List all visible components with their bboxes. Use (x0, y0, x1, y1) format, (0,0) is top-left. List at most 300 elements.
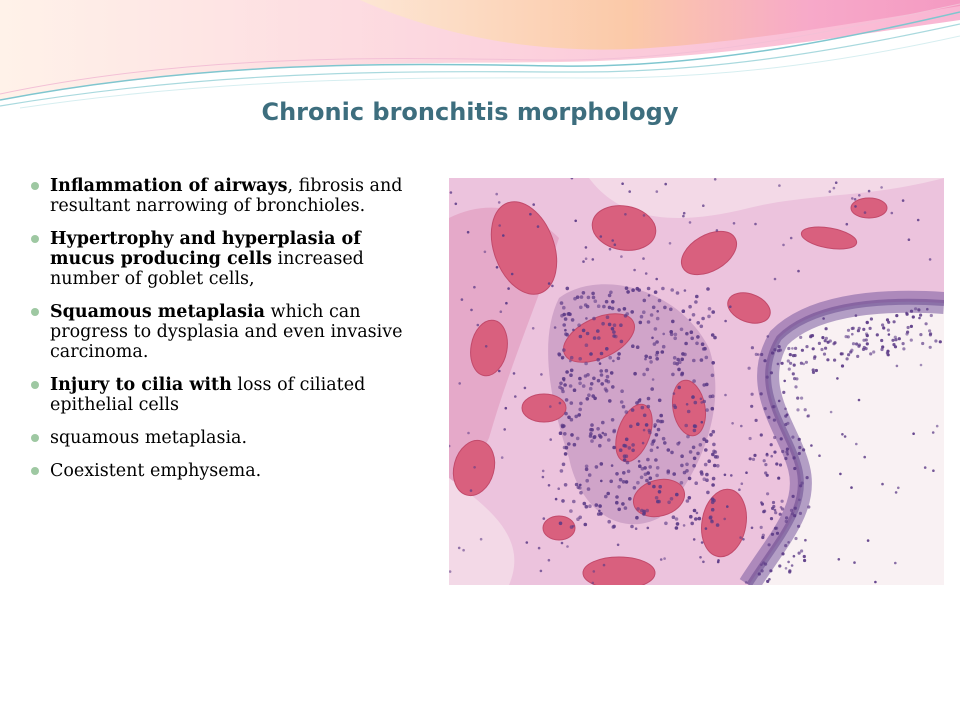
tissue-nucleus (833, 341, 836, 344)
tissue-nucleus (798, 446, 801, 449)
tissue-nucleus (675, 526, 679, 530)
tissue-nucleus (577, 413, 581, 417)
tissue-nucleus (647, 320, 651, 324)
tissue-nucleus (693, 538, 696, 541)
tissue-nucleus (498, 370, 501, 373)
tissue-nucleus (776, 532, 779, 535)
tissue-nucleus (707, 315, 711, 319)
tissue-nucleus (766, 492, 769, 495)
tissue-nucleus (793, 467, 796, 470)
tissue-nucleus (633, 372, 637, 376)
tissue-nucleus (763, 510, 766, 513)
tissue-nucleus (617, 352, 621, 356)
tissue-nucleus (700, 325, 704, 329)
tissue-nucleus (711, 508, 715, 512)
tissue-nucleus (803, 559, 806, 562)
tissue-nucleus (855, 443, 858, 446)
tissue-nucleus (794, 354, 797, 357)
tissue-nucleus (803, 555, 806, 558)
tissue-nucleus (598, 444, 602, 448)
tissue-nucleus (748, 367, 751, 370)
tissue-nucleus (592, 317, 596, 321)
tissue-nucleus (560, 469, 564, 473)
tissue-nucleus (869, 352, 872, 355)
tissue-nucleus (778, 564, 781, 567)
tissue-nucleus (815, 369, 818, 372)
bullet-item (30, 302, 430, 362)
tissue-nucleus (825, 327, 828, 330)
bullet-text: squamous metaplasia. (50, 428, 248, 448)
tissue-nucleus (805, 345, 808, 348)
tissue-nucleus (582, 291, 586, 295)
tissue-nucleus (785, 567, 788, 570)
tissue-nucleus (619, 448, 623, 452)
tissue-nucleus (826, 358, 829, 361)
tissue-nucleus (592, 582, 595, 585)
tissue-nucleus (934, 339, 937, 342)
tissue-nucleus (894, 338, 897, 341)
tissue-nucleus (565, 370, 569, 374)
tissue-nucleus (662, 437, 666, 441)
tissue-nucleus (745, 581, 748, 584)
tissue-nucleus (598, 504, 602, 508)
tissue-nucleus (754, 223, 757, 226)
tissue-nucleus (792, 495, 795, 498)
histology-image (449, 178, 944, 585)
tissue-nucleus (688, 477, 692, 481)
tissue-nucleus (770, 371, 773, 374)
tissue-nucleus (726, 505, 729, 508)
tissue-nucleus (609, 248, 612, 251)
tissue-nucleus (724, 474, 727, 477)
tissue-nucleus (473, 466, 476, 469)
tissue-nucleus (898, 337, 901, 340)
tissue-nucleus (761, 569, 764, 572)
tissue-nucleus (766, 453, 769, 456)
tissue-nucleus (836, 377, 839, 380)
tissue-nucleus (724, 394, 727, 397)
tissue-nucleus (880, 339, 883, 342)
tissue-nucleus (786, 422, 789, 425)
tissue-nucleus (622, 480, 626, 484)
tissue-nucleus (596, 358, 600, 362)
tissue-nucleus (609, 291, 613, 295)
tissue-nucleus (676, 291, 680, 295)
tissue-nucleus (699, 556, 702, 559)
bullet-item (30, 229, 430, 289)
tissue-nucleus (751, 527, 754, 530)
tissue-nucleus (833, 187, 836, 190)
tissue-nucleus (560, 301, 564, 305)
tissue-nucleus (614, 335, 618, 339)
tissue-nucleus (593, 570, 596, 573)
tissue-nucleus (880, 348, 883, 351)
tissue-nucleus (611, 418, 615, 422)
tissue-nucleus (711, 394, 715, 398)
tissue-nucleus (791, 347, 794, 350)
tissue-nucleus (857, 329, 860, 332)
tissue-nucleus (800, 397, 803, 400)
tissue-nucleus (778, 184, 781, 187)
tissue-nucleus (794, 385, 797, 388)
tissue-nucleus (696, 512, 699, 515)
tissue-nucleus (907, 326, 910, 329)
tissue-nucleus (807, 505, 810, 508)
tissue-nucleus (777, 477, 780, 480)
tissue-nucleus (562, 463, 566, 467)
tissue-nucleus (626, 461, 630, 465)
tissue-nucleus (636, 345, 640, 349)
tissue-nucleus (912, 315, 915, 318)
tissue-nucleus (462, 549, 465, 552)
tissue-nucleus (667, 501, 671, 505)
tissue-nucleus (760, 392, 763, 395)
tissue-nucleus (635, 527, 638, 530)
tissue-nucleus (773, 451, 776, 454)
tissue-nucleus (640, 315, 644, 319)
tissue-nucleus (470, 489, 473, 492)
tissue-nucleus (587, 487, 591, 491)
tissue-nucleus (652, 485, 656, 489)
tissue-nucleus (612, 446, 616, 450)
tissue-nucleus (564, 483, 568, 487)
tissue-nucleus (788, 570, 791, 573)
tissue-nucleus (641, 467, 645, 471)
tissue-nucleus (694, 401, 698, 405)
tissue-nucleus (711, 374, 715, 378)
tissue-nucleus (675, 517, 679, 521)
tissue-nucleus (689, 515, 693, 519)
tissue-nucleus (579, 306, 583, 310)
tissue-nucleus (801, 349, 804, 352)
tissue-nucleus (643, 414, 647, 418)
tissue-nucleus (559, 522, 563, 526)
tissue-nucleus (633, 486, 637, 490)
tissue-nucleus (507, 287, 510, 290)
tissue-nucleus (920, 364, 923, 367)
bullet-item (30, 375, 430, 415)
tissue-nucleus (661, 287, 665, 291)
tissue-nucleus (670, 451, 674, 455)
tissue-nucleus (578, 357, 582, 361)
tissue-nucleus (677, 386, 681, 390)
tissue-nucleus (763, 359, 766, 362)
tissue-nucleus (548, 484, 551, 487)
tissue-nucleus (611, 327, 615, 331)
tissue-nucleus (839, 473, 842, 476)
tissue-nucleus (686, 435, 690, 439)
tissue-nucleus (863, 456, 866, 459)
tissue-nucleus (924, 466, 927, 469)
tissue-nucleus (631, 288, 635, 292)
tissue-nucleus (570, 369, 574, 373)
tissue-nucleus (678, 360, 682, 364)
tissue-nucleus (631, 449, 635, 453)
tissue-nucleus (829, 190, 832, 193)
tissue-nucleus (820, 348, 823, 351)
tissue-nucleus (578, 408, 582, 412)
bullet-bold-text: Injury to cilia with (50, 375, 232, 395)
tissue-nucleus (625, 286, 629, 290)
tissue-nucleus (603, 564, 606, 567)
tissue-nucleus (702, 561, 705, 564)
tissue-nucleus (644, 355, 648, 359)
tissue-nucleus (624, 506, 628, 510)
tissue-nucleus (705, 383, 709, 387)
tissue-nucleus (503, 428, 506, 431)
tissue-nucleus (683, 471, 687, 475)
tissue-nucleus (823, 353, 826, 356)
tissue-nucleus (914, 307, 917, 310)
tissue-nucleus (654, 290, 658, 294)
tissue-nucleus (648, 431, 652, 435)
tissue-nucleus (562, 348, 566, 352)
tissue-nucleus (596, 329, 600, 333)
tissue-nucleus (578, 377, 582, 381)
tissue-nucleus (638, 460, 641, 463)
tissue-nucleus (596, 427, 600, 431)
tissue-nucleus (467, 231, 470, 234)
tissue-nucleus (586, 305, 590, 309)
tissue-nucleus (646, 368, 650, 372)
tissue-nucleus (639, 321, 643, 325)
tissue-nucleus (617, 508, 621, 512)
tissue-nucleus (741, 482, 744, 485)
tissue-nucleus (673, 392, 676, 395)
tissue-nucleus (675, 493, 679, 497)
tissue-nucleus (611, 464, 614, 467)
tissue-nucleus (695, 342, 699, 346)
tissue-nucleus (623, 454, 627, 458)
tissue-nucleus (564, 412, 568, 416)
tissue-nucleus (563, 432, 567, 436)
tissue-nucleus (628, 446, 632, 450)
tissue-nucleus (691, 395, 695, 399)
tissue-nucleus (788, 368, 791, 371)
tissue-nucleus (656, 317, 660, 321)
tissue-nucleus (685, 463, 689, 467)
tissue-nucleus (615, 472, 619, 476)
tissue-nucleus (599, 369, 603, 373)
tissue-nucleus (770, 455, 773, 458)
tissue-nucleus (662, 345, 666, 349)
tissue-nucleus (704, 448, 708, 452)
tissue-nucleus (777, 363, 780, 366)
tissue-nucleus (891, 339, 894, 342)
tissue-nucleus (585, 479, 589, 483)
tissue-nucleus (692, 313, 696, 317)
tissue-nucleus (577, 323, 581, 327)
tissue-nucleus (579, 402, 583, 406)
tissue-nucleus (712, 430, 716, 434)
tissue-nucleus (532, 203, 535, 206)
tissue-nucleus (794, 347, 797, 350)
tissue-nucleus (607, 520, 611, 524)
tissue-nucleus (862, 328, 865, 331)
tissue-nucleus (730, 474, 733, 477)
tissue-nucleus (752, 458, 755, 461)
tissue-nucleus (670, 497, 674, 501)
tissue-nucleus (653, 342, 657, 346)
tissue-nucleus (673, 361, 677, 365)
tissue-nucleus (620, 340, 624, 344)
tissue-nucleus (789, 353, 792, 356)
tissue-nucleus (502, 234, 505, 237)
tissue-nucleus (636, 422, 640, 426)
tissue-nucleus (838, 558, 841, 561)
tissue-nucleus (663, 557, 666, 560)
tissue-nucleus (797, 525, 800, 528)
tissue-nucleus (674, 406, 678, 410)
tissue-nucleus (716, 229, 719, 232)
tissue-nucleus (597, 336, 601, 340)
tissue-nucleus (764, 407, 767, 410)
tissue-nucleus (674, 333, 678, 337)
tissue-nucleus (926, 308, 929, 311)
tissue-nucleus (770, 443, 773, 446)
tissue-nucleus (639, 398, 642, 401)
tissue-nucleus (706, 287, 710, 291)
tissue-nucleus (611, 307, 615, 311)
tissue-nucleus (821, 336, 824, 339)
tissue-nucleus (498, 201, 501, 204)
tissue-nucleus (723, 518, 726, 521)
tissue-nucleus (615, 501, 619, 505)
tissue-nucleus (576, 437, 580, 441)
tissue-nucleus (774, 511, 777, 514)
tissue-nucleus (566, 545, 569, 548)
tissue-nucleus (868, 190, 871, 193)
tissue-nucleus (614, 243, 617, 246)
tissue-nucleus (659, 420, 663, 424)
tissue-nucleus (647, 397, 651, 401)
tissue-nucleus (699, 443, 703, 447)
tissue-nucleus (711, 310, 715, 314)
tissue-nucleus (630, 525, 634, 529)
tissue-nucleus (621, 182, 624, 185)
tissue-nucleus (798, 438, 801, 441)
tissue-nucleus (564, 452, 568, 456)
tissue-nucleus (584, 523, 588, 527)
tissue-nucleus (551, 285, 554, 288)
tissue-nucleus (592, 258, 595, 261)
tissue-nucleus (742, 538, 745, 541)
tissue-nucleus (549, 405, 552, 408)
tissue-nucleus (760, 433, 763, 436)
tissue-nucleus (529, 213, 532, 216)
tissue-nucleus (592, 377, 596, 381)
tissue-nucleus (841, 364, 844, 367)
tissue-nucleus (664, 183, 667, 186)
tissue-nucleus (738, 488, 741, 491)
tissue-nucleus (640, 509, 644, 513)
tissue-nucleus (780, 506, 783, 509)
tissue-nucleus (477, 324, 480, 327)
tissue-nucleus (869, 327, 872, 330)
tissue-nucleus (789, 362, 792, 365)
tissue-nucleus (617, 544, 620, 547)
tissue-nucleus (700, 398, 703, 401)
tissue-nucleus (798, 552, 801, 555)
tissue-nucleus (656, 190, 659, 193)
tissue-nucleus (929, 346, 932, 349)
tissue-nucleus (571, 318, 575, 322)
tissue-nucleus (673, 356, 677, 360)
tissue-nucleus (595, 465, 599, 469)
tissue-nucleus (774, 278, 777, 281)
tissue-nucleus (676, 522, 680, 526)
tissue-nucleus (657, 428, 661, 432)
tissue-nucleus (608, 356, 612, 360)
tissue-nucleus (711, 483, 715, 487)
tissue-nucleus (572, 500, 576, 504)
tissue-nucleus (659, 414, 663, 418)
tissue-nucleus (692, 464, 696, 468)
tissue-nucleus (532, 327, 535, 330)
tissue-nucleus (608, 306, 612, 310)
tissue-nucleus (888, 333, 891, 336)
tissue-nucleus (830, 411, 833, 414)
tissue-nucleus (651, 337, 654, 340)
tissue-nucleus (855, 314, 858, 317)
tissue-nucleus (693, 429, 697, 433)
tissue-nucleus (648, 294, 651, 297)
tissue-nucleus (799, 484, 802, 487)
tissue-nucleus (872, 350, 875, 353)
tissue-nucleus (645, 509, 649, 513)
tissue-nucleus (663, 441, 667, 445)
tissue-nucleus (588, 504, 592, 508)
tissue-nucleus (604, 495, 608, 499)
tissue-nucleus (589, 352, 593, 356)
tissue-nucleus (628, 190, 631, 193)
tissue-nucleus (657, 500, 661, 504)
tissue-nucleus (793, 377, 796, 380)
tissue-nucleus (560, 314, 564, 318)
tissue-nucleus (684, 424, 688, 428)
tissue-nucleus (687, 410, 691, 414)
tissue-nucleus (589, 434, 593, 438)
tissue-nucleus (605, 347, 609, 351)
tissue-nucleus (716, 464, 720, 468)
tissue-nucleus (643, 429, 646, 432)
tissue-nucleus (908, 238, 911, 241)
tissue-nucleus (887, 353, 890, 356)
bullet-item (30, 428, 430, 448)
tissue-nucleus (891, 212, 894, 215)
tissue-nucleus (802, 448, 805, 451)
tissue-nucleus (705, 478, 709, 482)
tissue-nucleus (906, 313, 909, 316)
tissue-nucleus (580, 295, 584, 299)
tissue-nucleus (793, 364, 796, 367)
tissue-nucleus (610, 371, 614, 375)
tissue-nucleus (680, 358, 684, 362)
tissue-nucleus (854, 205, 857, 208)
tissue-nucleus (624, 444, 628, 448)
tissue-nucleus (557, 487, 560, 490)
tissue-nucleus (858, 194, 861, 197)
tissue-nucleus (696, 335, 700, 339)
tissue-nucleus (663, 306, 667, 310)
tissue-nucleus (559, 402, 562, 405)
tissue-nucleus (929, 333, 932, 336)
tissue-nucleus (672, 472, 676, 476)
tissue-nucleus (845, 335, 848, 338)
tissue-nucleus (682, 215, 685, 218)
tissue-nucleus (851, 333, 854, 336)
histology-micrograph (449, 178, 944, 585)
